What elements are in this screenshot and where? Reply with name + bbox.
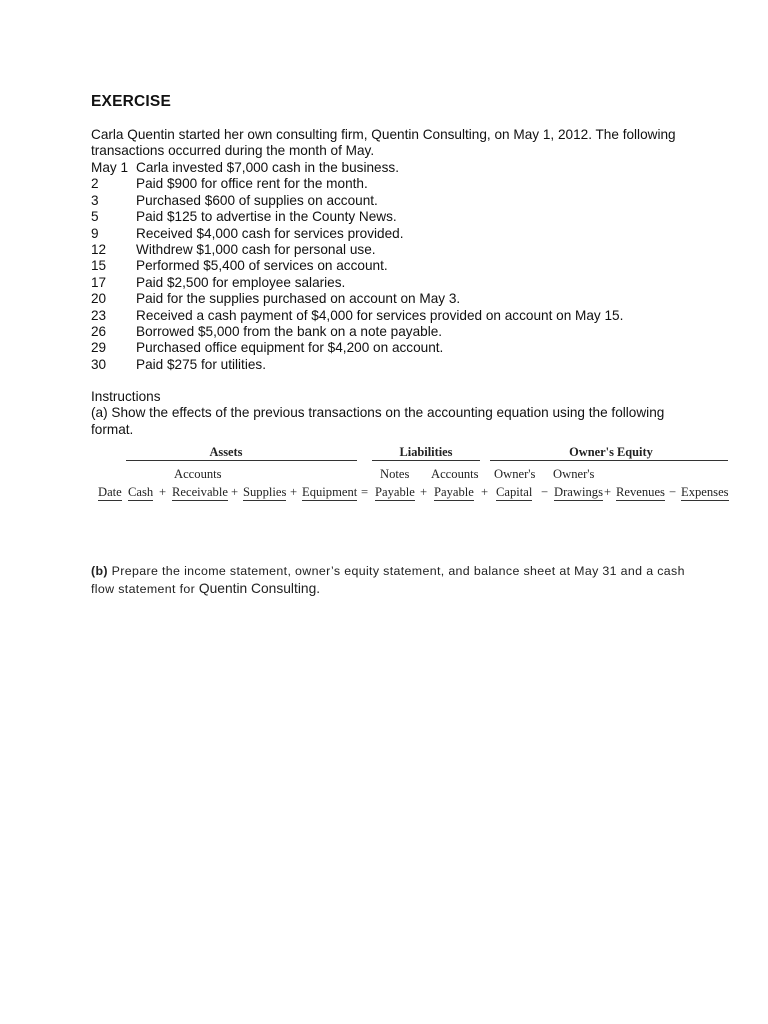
plus-sign: + <box>604 485 612 499</box>
transaction-desc: Received a cash payment of $4,000 for services provided on account on May 15. <box>136 307 624 323</box>
equity-group-label: Owner's Equity <box>569 445 653 459</box>
col-notes-payable: Payable <box>375 485 415 499</box>
transaction-day: 15 <box>91 258 107 274</box>
transaction-desc: Paid $125 to advertise in the County News. <box>136 209 397 225</box>
part-b-end: . <box>316 581 321 596</box>
col-accounts-payable: Payable <box>434 485 474 499</box>
transaction-day: 5 <box>91 209 99 225</box>
col-expenses: Expenses <box>681 485 729 499</box>
col-equipment: Equipment <box>302 485 358 499</box>
transaction-desc: Carla invested $7,000 cash in the business. <box>136 160 399 175</box>
transaction-desc: Paid $275 for utilities. <box>136 356 266 372</box>
intro-paragraph: Carla Quentin started her own consulting firm, Quentin Consulting, on May 1, 2012. The following transactions occurred during the month of May. <box>91 127 676 159</box>
subhead-accounts: Accounts <box>431 467 479 481</box>
col-receivable: Receivable <box>172 485 228 499</box>
plus-sign: + <box>420 485 428 499</box>
transaction-day: 17 <box>91 274 107 290</box>
transaction-desc: Paid $2,500 for employee salaries. <box>136 274 346 290</box>
transaction-desc: Purchased office equipment for $4,200 on account. <box>136 340 444 356</box>
plus-sign: + <box>159 485 167 499</box>
part-b-text: Prepare the income statement, owner’s equity statement, and balance sheet at May 31 and a cash flow statement for <box>91 564 685 596</box>
col-supplies: Supplies <box>243 485 287 499</box>
col-capital: Capital <box>496 485 533 499</box>
plus-sign: + <box>481 485 489 499</box>
instructions-block <box>91 389 691 438</box>
part-b-label: (b) <box>91 564 108 578</box>
transaction-day: 20 <box>91 291 107 307</box>
col-date: Date <box>98 485 122 499</box>
transaction-row <box>91 160 711 176</box>
col-revenues: Revenues <box>616 485 665 499</box>
col-drawings: Drawings <box>554 485 603 499</box>
transaction-day: 26 <box>91 323 107 339</box>
transaction-day: 2 <box>91 176 99 192</box>
minus-sign: − <box>669 485 677 499</box>
transaction-row <box>91 176 711 192</box>
liabilities-group-label: Liabilities <box>399 445 453 459</box>
plus-sign: + <box>231 485 239 499</box>
transaction-row <box>91 258 711 274</box>
subhead-accounts: Accounts <box>174 467 222 481</box>
plus-sign: + <box>290 485 298 499</box>
transaction-day: 9 <box>91 225 99 241</box>
subhead-owners: Owner's <box>553 467 595 481</box>
transaction-desc: Paid for the supplies purchased on account on May 3. <box>136 291 461 307</box>
assets-group-label: Assets <box>209 445 243 459</box>
part-b-company: Quentin Consulting <box>198 581 317 596</box>
transaction-list <box>91 160 711 373</box>
transaction-row <box>91 209 711 225</box>
part-b-paragraph <box>91 563 691 598</box>
transaction-row <box>91 340 711 356</box>
transaction-day: May 1 <box>91 160 129 175</box>
transaction-desc: Performed $5,400 of services on account. <box>136 258 388 274</box>
subhead-notes: Notes <box>380 467 410 481</box>
equals-sign: = <box>361 485 369 499</box>
transaction-desc: Withdrew $1,000 cash for personal use. <box>136 241 376 257</box>
transaction-desc: Received $4,000 cash for services provided. <box>136 225 404 241</box>
transaction-row <box>91 291 711 307</box>
transaction-row <box>91 357 711 373</box>
equity-group-rule <box>490 460 728 461</box>
transaction-row <box>91 324 711 340</box>
instructions-part-a: (a) Show the effects of the previous transactions on the accounting equation using the following format. <box>91 405 665 437</box>
exercise-title: EXERCISE <box>91 93 171 110</box>
accounting-equation-format <box>96 441 732 507</box>
transaction-day: 3 <box>91 192 99 208</box>
assets-group-rule <box>126 460 357 461</box>
liabilities-group-rule <box>372 460 480 461</box>
transaction-day: 29 <box>91 340 107 356</box>
col-cash: Cash <box>128 485 154 499</box>
transaction-row <box>91 275 711 291</box>
transaction-row <box>91 308 711 324</box>
minus-sign: − <box>541 485 549 499</box>
transaction-desc: Purchased $600 of supplies on account. <box>136 192 378 208</box>
transaction-day: 12 <box>91 241 107 257</box>
instructions-heading: Instructions <box>91 389 161 404</box>
transaction-desc: Paid $900 for office rent for the month. <box>136 176 368 192</box>
transaction-day: 30 <box>91 356 107 372</box>
transaction-desc: Borrowed $5,000 from the bank on a note payable. <box>136 323 443 339</box>
transaction-day: 23 <box>91 307 107 323</box>
transaction-row <box>91 242 711 258</box>
transaction-row <box>91 226 711 242</box>
transaction-row <box>91 193 711 209</box>
subhead-owners: Owner's <box>494 467 536 481</box>
